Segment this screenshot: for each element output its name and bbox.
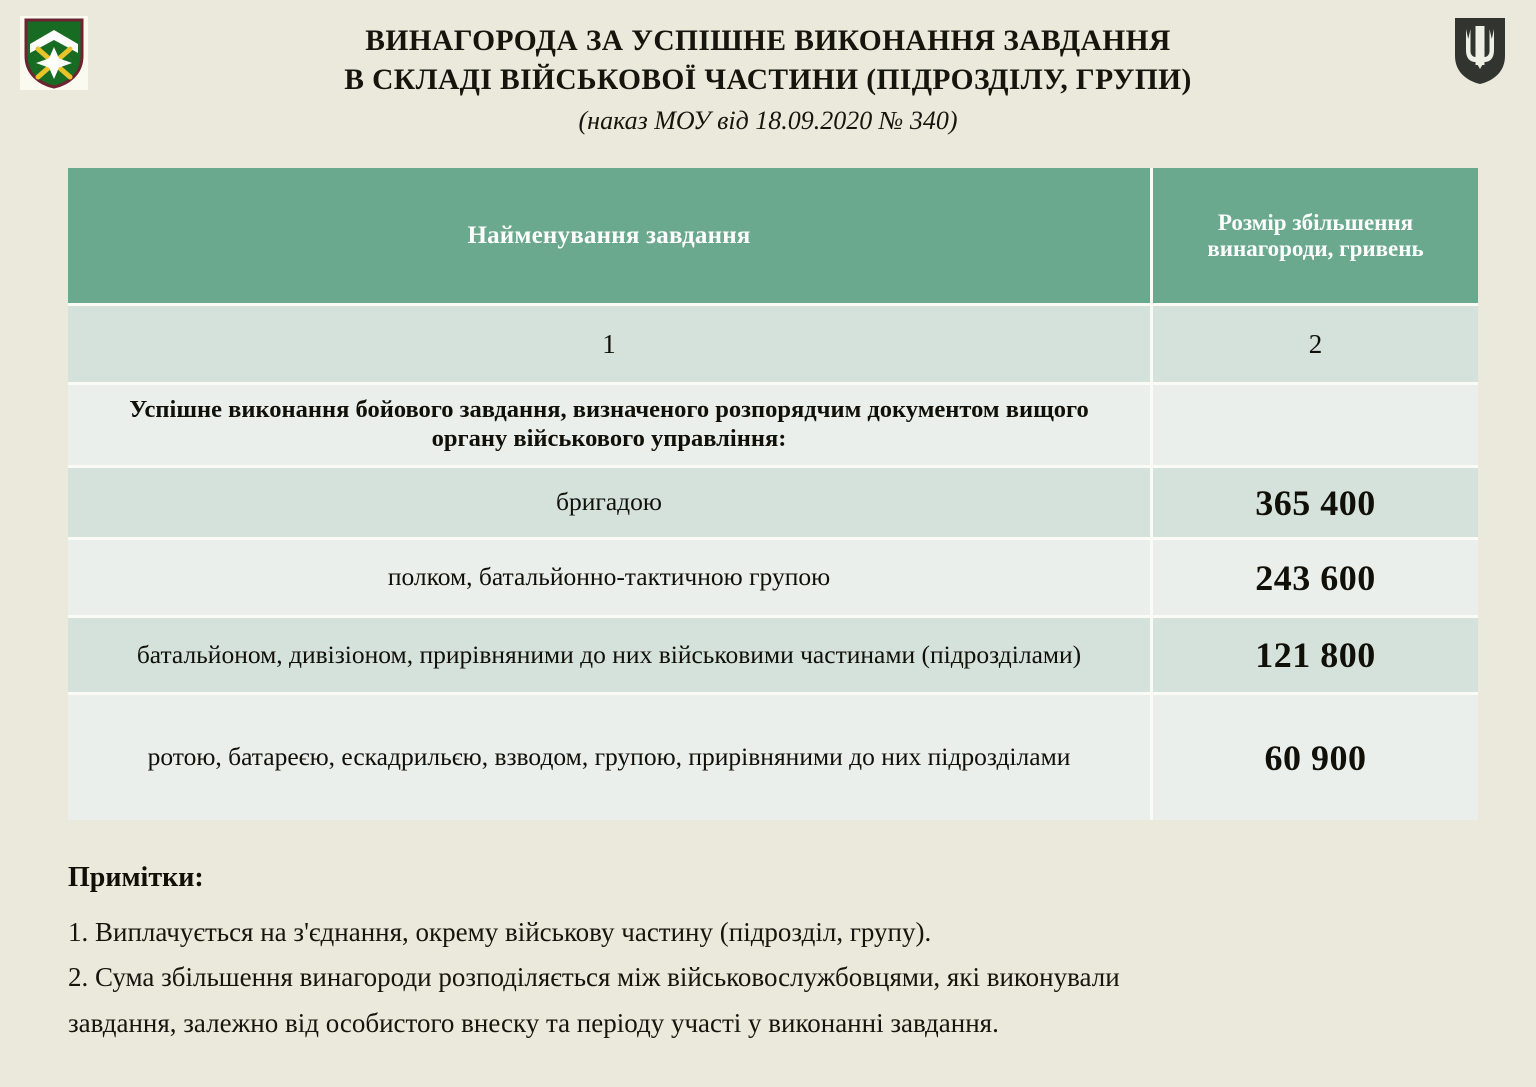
header-cell-amount: Розмір збільшення винагороди, гривень — [1153, 168, 1478, 306]
notes-section — [68, 862, 1468, 1046]
table-header — [68, 168, 1478, 306]
title-line-2: В СКЛАДІ ВІЙСЬКОВОЇ ЧАСТИНИ (ПІДРОЗДІЛУ, ГРУПИ) — [344, 64, 1192, 97]
header-cell-task: Найменування завдання — [68, 168, 1153, 306]
reward-table — [68, 168, 1478, 820]
note-item-2-continued: завдання, залежно від особистого внеску та періоду участі у виконанні завдання. — [68, 1007, 999, 1038]
task-label: бригадою — [68, 468, 1153, 540]
column-number-amount: 2 — [1153, 306, 1478, 385]
intro-amount-text — [1153, 385, 1478, 468]
task-label: батальйоном, дивізіоном, прирівняними до них військовими частинами (підрозділами) — [68, 618, 1153, 695]
note-item-2: 2. Сума збільшення винагороди розподіляється між військовослужбовцями, які виконували — [68, 962, 1120, 993]
task-label: полком, батальйонно-тактичною групою — [68, 540, 1153, 618]
amount-value: 243 600 — [1153, 540, 1478, 618]
title-line-1: ВИНАГОРОДА ЗА УСПІШНЕ ВИКОНАННЯ ЗАВДАННЯ — [365, 25, 1171, 57]
reward-table-container — [68, 168, 1478, 820]
table-row — [68, 618, 1478, 695]
column-numbering-row — [68, 306, 1478, 385]
notes-title: Примітки: — [68, 862, 204, 893]
column-number-task: 1 — [68, 306, 1153, 385]
task-label: ротою, батареєю, ескадрильєю, взводом, групою, прирівняними до них підрозділами — [68, 695, 1153, 820]
note-item-1: 1. Виплачується на з'єднання, окрему військову частину (підрозділ, групу). — [68, 917, 932, 947]
table-row-intro — [68, 385, 1478, 468]
intro-task-text: Успішне виконання бойового завдання, визначеного розпорядчим документом вищого органу військового управління: — [68, 385, 1153, 468]
document-title-block — [0, 22, 1536, 136]
amount-value: 60 900 — [1153, 695, 1478, 820]
amount-value: 365 400 — [1153, 468, 1478, 540]
header-row — [68, 168, 1478, 306]
amount-value: 121 800 — [1153, 618, 1478, 695]
table-row — [68, 695, 1478, 820]
table-row — [68, 540, 1478, 618]
table-body — [68, 306, 1478, 820]
table-row — [68, 468, 1478, 540]
document-subtitle: (наказ МОУ від 18.09.2020 № 340) — [578, 106, 958, 136]
